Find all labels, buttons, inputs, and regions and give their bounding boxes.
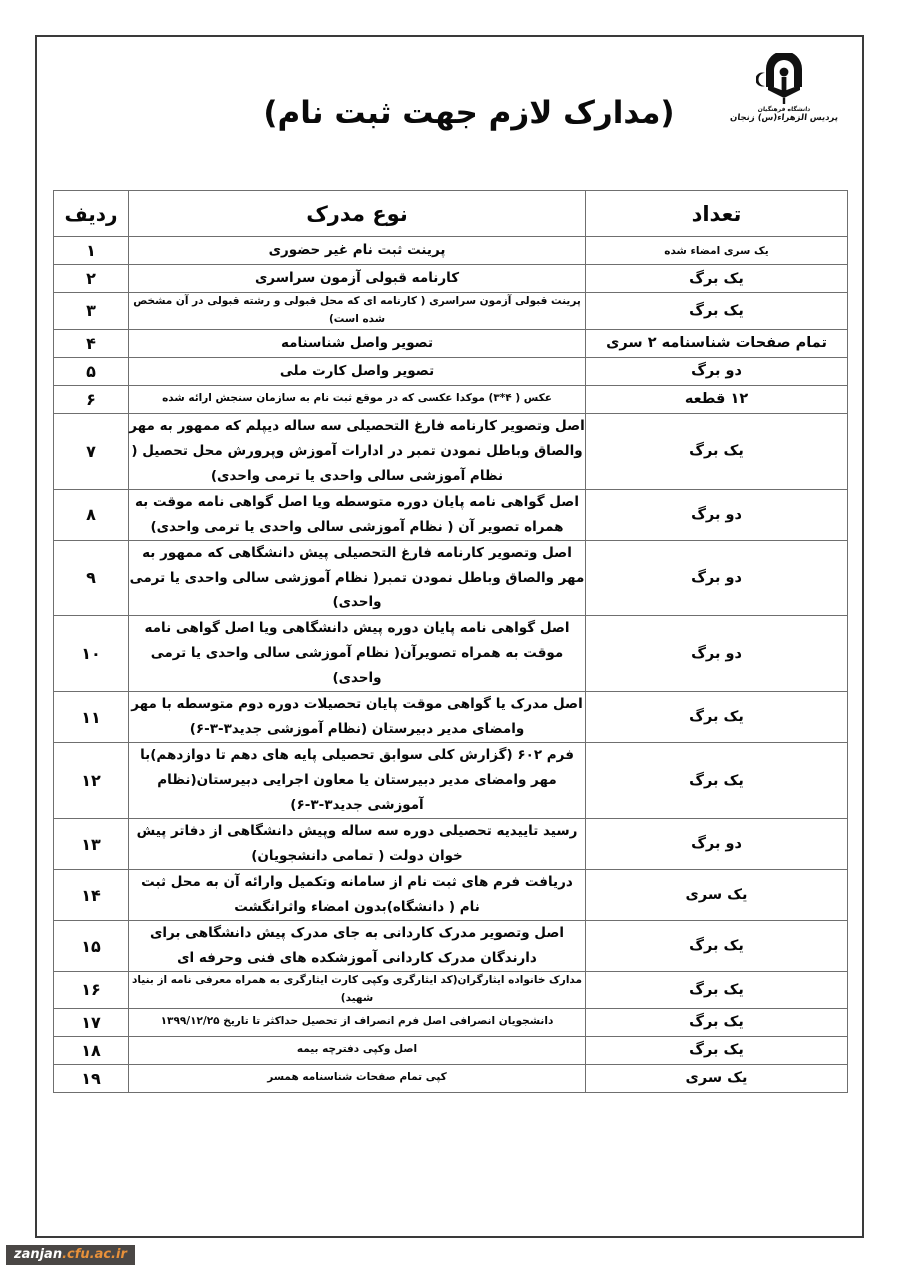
table-row: [54, 265, 848, 293]
cell-document-type: اصل گواهی نامه پایان دوره پیش دانشگاهی ویا اصل گواهی نامه موقت به همراه تصویرآن( نظام آموزشی سالی واحدی یا ترمی واحدی): [129, 616, 586, 692]
table-header-row: [54, 191, 848, 237]
cell-row-number: ۱۵: [54, 921, 129, 972]
cell-row-number: ۲: [54, 265, 129, 293]
table-row: [54, 540, 848, 616]
cell-row-number: ۱۳: [54, 819, 129, 870]
cell-quantity: دو برگ: [586, 819, 848, 870]
cell-quantity: دو برگ: [586, 540, 848, 616]
table-row: [54, 489, 848, 540]
table-row: [54, 921, 848, 972]
table-row: [54, 237, 848, 265]
cell-row-number: ۱۲: [54, 743, 129, 819]
table-row: [54, 1008, 848, 1036]
cell-quantity: یک برگ: [586, 413, 848, 489]
cell-quantity: یک برگ: [586, 293, 848, 330]
cell-row-number: ۱۷: [54, 1008, 129, 1036]
cell-row-number: ۱: [54, 237, 129, 265]
cell-row-number: ۱۴: [54, 870, 129, 921]
table-row: [54, 1064, 848, 1092]
cell-quantity: تمام صفحات شناسنامه ۲ سری: [586, 329, 848, 357]
cell-row-number: ۷: [54, 413, 129, 489]
cell-row-number: ۴: [54, 329, 129, 357]
table-row: [54, 329, 848, 357]
cell-document-type: تصویر واصل کارت ملی: [129, 357, 586, 385]
document-header: [35, 35, 864, 185]
column-header-document-type: نوع مدرک: [129, 191, 586, 237]
cell-document-type: اصل مدرک یا گواهی موقت پایان تحصیلات دوره دوم متوسطه با مهر وامضای مدیر دبیرستان (نظام آموزشی جدید۳-۳-۶): [129, 692, 586, 743]
logo-caption-university: دانشگاه فرهنگیان: [757, 106, 811, 113]
cell-row-number: ۱۰: [54, 616, 129, 692]
column-header-quantity: تعداد: [586, 191, 848, 237]
cell-row-number: ۱۱: [54, 692, 129, 743]
cell-document-type: کارنامه قبولی آزمون سراسری: [129, 265, 586, 293]
cell-row-number: ۸: [54, 489, 129, 540]
cell-document-type: اصل وتصویر مدرک کاردانی به جای مدرک پیش دانشگاهی برای دارندگان مدرک کاردانی آموزشکده های فنی وحرفه ای: [129, 921, 586, 972]
cell-row-number: ۳: [54, 293, 129, 330]
cell-quantity: دو برگ: [586, 489, 848, 540]
cell-document-type: اصل وتصویر کارنامه فارغ التحصیلی پیش دانشگاهی که ممهور به مهر والصاق وباطل نمودن تمبر( نظام آموزشی سالی واحدی یا ترمی واحدی): [129, 540, 586, 616]
cell-row-number: ۵: [54, 357, 129, 385]
cell-quantity: یک برگ: [586, 1036, 848, 1064]
table-row: [54, 1036, 848, 1064]
cell-document-type: مدارک خانواده ایثارگران(کد ایثارگری وکپی کارت ایثارگری به همراه معرفی نامه از بنیاد شهید): [129, 972, 586, 1009]
page-title: (مدارک لازم جهت ثبت نام): [263, 95, 675, 131]
cell-quantity: ۱۲ قطعه: [586, 385, 848, 413]
cell-document-type: اصل وتصویر کارنامه فارغ التحصیلی سه ساله دیپلم که ممهور به مهر والصاق وباطل نمودن تمبر در ادارات آموزش وپرورش محل تحصیل ( نظام آموزشی سالی واحدی یا ترمی واحدی): [129, 413, 586, 489]
cell-quantity: یک سری: [586, 870, 848, 921]
cell-document-type: کپی تمام صفحات شناسنامه همسر: [129, 1064, 586, 1092]
cell-document-type: اصل گواهی نامه پایان دوره متوسطه ویا اصل گواهی نامه موقت به همراه تصویر آن ( نظام آموزشی سالی واحدی یا ترمی واحدی): [129, 489, 586, 540]
cell-row-number: ۱۶: [54, 972, 129, 1009]
table-row: [54, 819, 848, 870]
cell-quantity: دو برگ: [586, 616, 848, 692]
cell-row-number: ۹: [54, 540, 129, 616]
cell-quantity: یک برگ: [586, 1008, 848, 1036]
table-row: [54, 692, 848, 743]
watermark-secondary-text: .cfu.ac.ir: [62, 1247, 127, 1262]
cell-document-type: پرینت قبولی آزمون سراسری ( کارنامه ای که محل قبولی و رشته قبولی در آن مشخص شده است): [129, 293, 586, 330]
cell-document-type: رسید تاییدیه تحصیلی دوره سه ساله وپیش دانشگاهی از دفاتر پیش خوان دولت ( تمامی دانشجویان): [129, 819, 586, 870]
university-book-emblem-icon: [756, 53, 812, 105]
cell-quantity: یک سری امضاء شده: [586, 237, 848, 265]
cell-quantity: یک سری: [586, 1064, 848, 1092]
university-logo: [729, 53, 839, 123]
watermark-primary-text: zanjan: [14, 1247, 63, 1262]
cell-document-type: پرینت ثبت نام غیر حضوری: [129, 237, 586, 265]
cell-row-number: ۱۹: [54, 1064, 129, 1092]
table-row: [54, 870, 848, 921]
cell-quantity: یک برگ: [586, 265, 848, 293]
table-row: [54, 357, 848, 385]
site-watermark: [6, 1245, 135, 1265]
column-header-row-number: ردیف: [54, 191, 129, 237]
cell-row-number: ۱۸: [54, 1036, 129, 1064]
cell-document-type: دریافت فرم های ثبت نام از سامانه وتکمیل وارائه آن به محل ثبت نام ( دانشگاه)بدون امضاء واثرانگشت: [129, 870, 586, 921]
cell-document-type: دانشجویان انصرافی اصل فرم انصراف از تحصیل حداکثر تا تاریخ ۱۳۹۹/۱۲/۲۵: [129, 1008, 586, 1036]
table-body: [54, 237, 848, 1093]
cell-quantity: یک برگ: [586, 692, 848, 743]
table-row: [54, 385, 848, 413]
cell-document-type: فرم ۶۰۲ (گزارش کلی سوابق تحصیلی پایه های دهم تا دوازدهم)با مهر وامضای مدیر دبیرستان یا معاون اجرایی دبیرستان(نظام آموزشی جدید۳-۳-۶): [129, 743, 586, 819]
table-row: [54, 743, 848, 819]
cell-quantity: یک برگ: [586, 743, 848, 819]
cell-document-type: تصویر واصل شناسنامه: [129, 329, 586, 357]
cell-quantity: یک برگ: [586, 972, 848, 1009]
required-documents-table: [53, 190, 848, 1093]
table-row: [54, 972, 848, 1009]
cell-document-type: عکس ( ۴*۳) موکدا عکسی که در موقع ثبت نام به سازمان سنجش ارائه شده: [129, 385, 586, 413]
table-row: [54, 413, 848, 489]
cell-row-number: ۶: [54, 385, 129, 413]
cell-quantity: دو برگ: [586, 357, 848, 385]
logo-caption-campus: پردیس الزهراء(س) زنجان: [729, 113, 839, 123]
cell-document-type: اصل وکپی دفترچه بیمه: [129, 1036, 586, 1064]
table-row: [54, 616, 848, 692]
cell-quantity: یک برگ: [586, 921, 848, 972]
table-row: [54, 293, 848, 330]
